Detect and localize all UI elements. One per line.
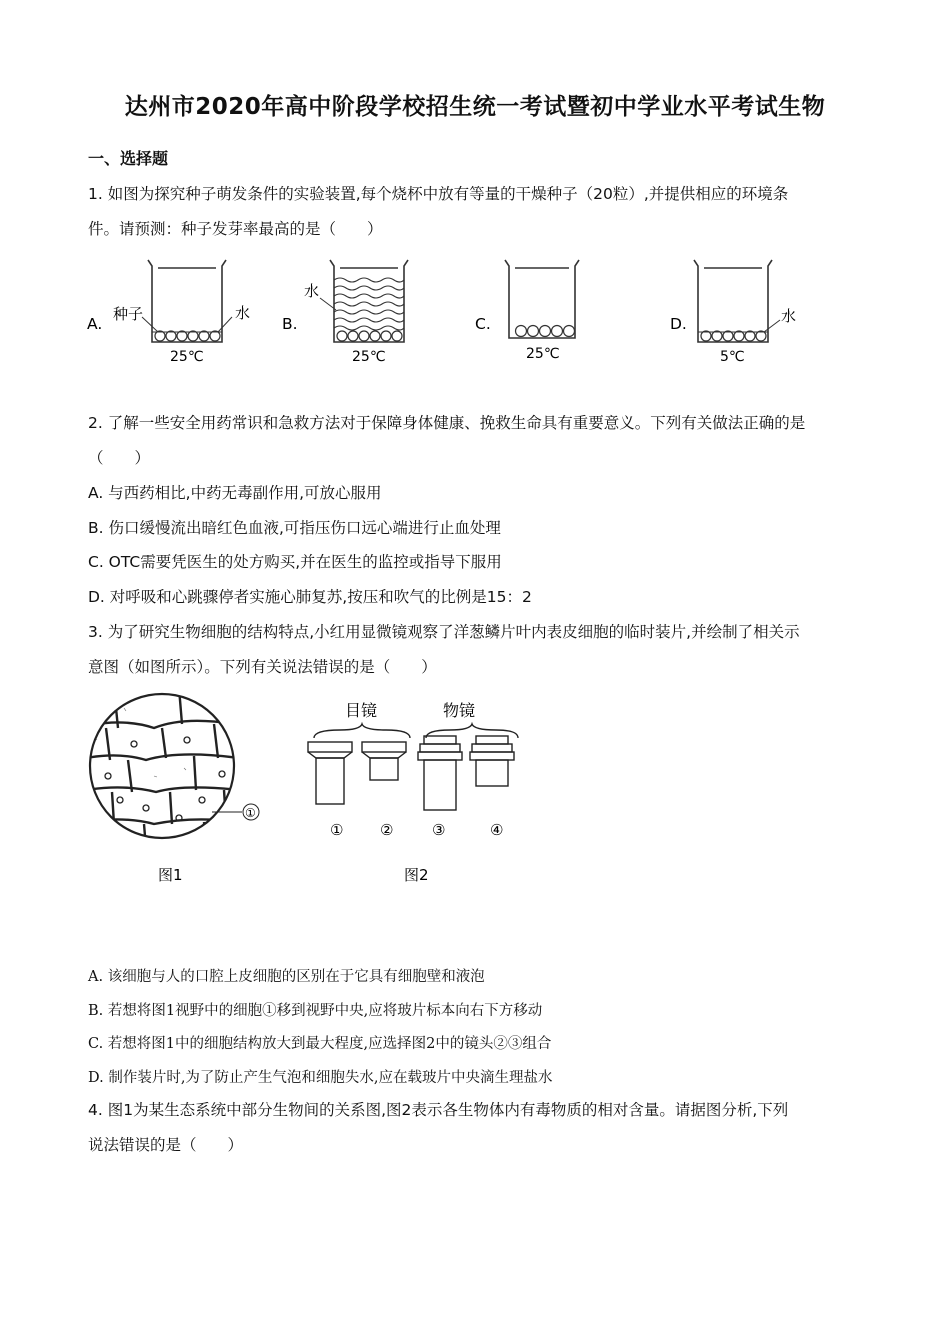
- lens-number-4: ④: [490, 821, 504, 839]
- beaker-c-temp: 25℃: [526, 346, 560, 362]
- q1-beaker-figure: [80, 252, 840, 370]
- q3-option-d: D. 制作装片时,为了防止产生气泡和细胞失水,应在载玻片中央滴生理盐水: [88, 1070, 553, 1086]
- section-heading: 一、选择题: [88, 149, 169, 168]
- beaker-a-temp: 25℃: [170, 349, 204, 365]
- q3-option-a: A. 该细胞与人的口腔上皮细胞的区别在于它具有细胞壁和液泡: [88, 969, 485, 985]
- beaker-b: [320, 260, 408, 342]
- beaker-c: [505, 260, 579, 338]
- q2-option-c: C. OTC需要凭医生的处方购买,并在医生的监控或指导下服用: [88, 553, 502, 571]
- q2-stem-line1: 2. 了解一些安全用药常识和急救方法对于保障身体健康、挽救生命具有重要意义。下列有关做法正确的是: [88, 414, 806, 432]
- eyepiece-brace: [314, 724, 410, 738]
- q1-stem-line2: 件。请预测：种子发芽率最高的是（ ）: [88, 220, 383, 238]
- q4-stem-line1: 4. 图1为某生态系统中部分生物间的关系图,图2表示各生物体内有毒物质的相对含量。请据图分析,下列: [88, 1101, 789, 1119]
- eyepiece-label: 目镜: [345, 701, 378, 720]
- q2-option-a: A. 与西药相比,中药无毒副作用,可放心服用: [88, 484, 382, 502]
- q4-stem-line2: 说法错误的是（ ）: [88, 1136, 244, 1154]
- beaker-a-seed-label: 种子: [113, 305, 144, 323]
- q3-figure2: [300, 694, 530, 894]
- beaker-d-water-label: 水: [781, 307, 797, 325]
- lens-2: [362, 742, 406, 780]
- beaker-d-temp: 5℃: [720, 349, 745, 365]
- beaker-b-temp: 25℃: [352, 349, 386, 365]
- q3-option-c: C. 若想将图1中的细胞结构放大到最大程度,应选择图2中的镜头②③组合: [88, 1036, 552, 1052]
- lens-3: [418, 736, 462, 810]
- page-title: 达州市2020年高中阶段学校招生统一考试暨初中学业水平考试生物: [124, 94, 826, 120]
- q2-option-d: D. 对呼吸和心跳骤停者实施心肺复苏,按压和吹气的比例是15：2: [88, 588, 532, 606]
- lens-4: [470, 736, 514, 786]
- beaker-a-water-label: 水: [235, 304, 251, 322]
- q2-stem-line2: （ ）: [88, 449, 151, 467]
- objective-label: 物镜: [443, 701, 476, 720]
- lens-number-3: ③: [432, 821, 446, 839]
- fig1-caption: 图1: [158, 866, 183, 884]
- beaker-d-option-label: D.: [670, 315, 687, 333]
- fig2-caption: 图2: [404, 866, 429, 884]
- beaker-b-water-label: 水: [304, 282, 320, 300]
- q3-stem-line2: 意图（如图所示）。下列有关说法错误的是（ ）: [88, 658, 437, 676]
- q1-stem-line1: 1. 如图为探究种子萌发条件的实验装置,每个烧杯中放有等量的干燥种子（20粒）,并提供相应的环境条: [88, 185, 789, 203]
- fig1-marker-label: ①: [245, 806, 256, 820]
- beaker-d: [694, 260, 780, 342]
- lens-number-1: ①: [330, 821, 344, 839]
- beaker-a-option-label: A.: [87, 315, 103, 333]
- beaker-c-option-label: C.: [475, 315, 491, 333]
- q3-figure1: [84, 688, 274, 893]
- q3-stem-line1: 3. 为了研究生物细胞的结构特点,小红用显微镜观察了洋葱鳞片叶内表皮细胞的临时装片,并绘制了相关示: [88, 623, 800, 641]
- q3-option-b: B. 若想将图1视野中的细胞①移到视野中央,应将玻片标本向右下方移动: [88, 1003, 543, 1019]
- q2-option-b: B. 伤口缓慢流出暗红色血液,可指压伤口远心端进行止血处理: [88, 519, 501, 537]
- lens-number-2: ②: [380, 821, 394, 839]
- beaker-a: [142, 260, 232, 342]
- lens-1: [308, 742, 352, 804]
- beaker-b-option-label: B.: [282, 315, 298, 333]
